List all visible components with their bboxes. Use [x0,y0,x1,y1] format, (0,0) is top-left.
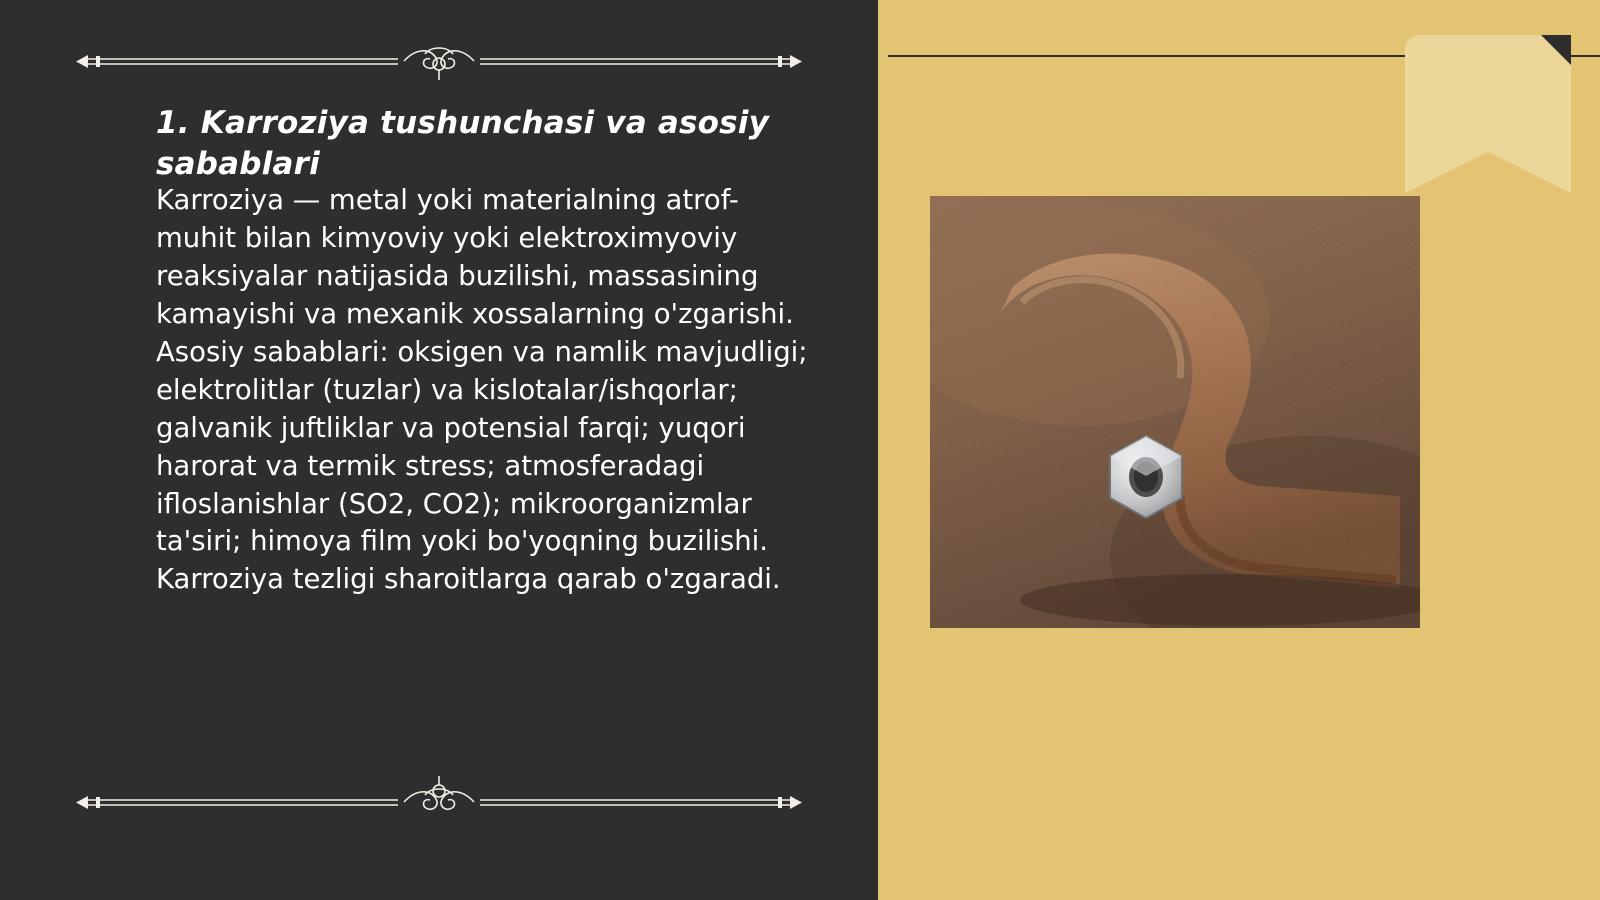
slide-title: 1. Karroziya tushunchasi va asosiy sabablari [156,105,769,182]
bottom-ornament-divider-icon [68,772,810,812]
rusty-wrench-photo [930,196,1420,628]
top-ornament-divider-icon [68,40,810,80]
ribbon-body [1405,35,1571,193]
slide-body-text: Karroziya — metal yoki materialning atrof-muhit bilan kimyoviy yoki elektroximyoviy reaksiyalar natijasida buzilishi, massasining kamayishi va mexanik xossalarning o'zgarishi. Asosiy sabablari: oksigen va namlik mavjudligi; elektrolitlar (tuzlar) va kislotalar/ishqorlar; galvanik juftliklar va potensial farqi; yuqori harorat va termik stress; atmosferadagi ifloslanishlar (SO2, CO2); mikroorganizmlar ta'siri; himoya film yoki bo'yoqning buzilishi. Karroziya tezligi sharoitlarga qarab o'zgaradi. [156,184,808,596]
bookmark-ribbon-icon [1405,35,1571,193]
